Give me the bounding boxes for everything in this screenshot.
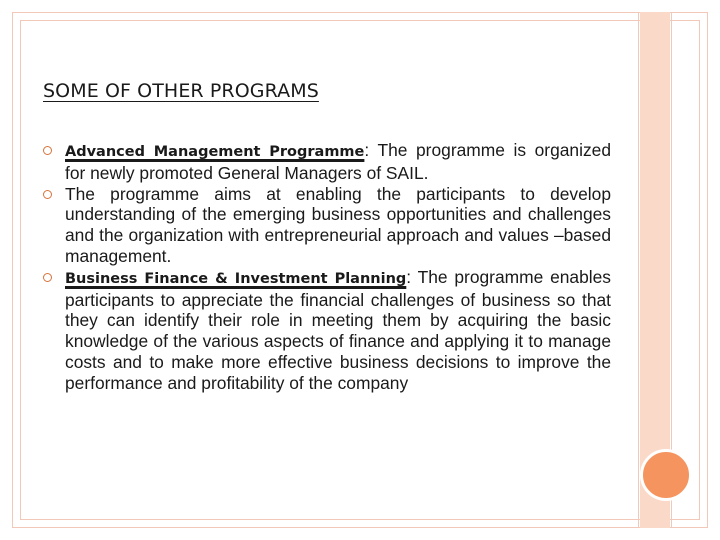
bullet-text: : The programme is organized for newly promoted General Managers of SAIL. xyxy=(65,140,612,183)
bullet-item-business-finance xyxy=(43,267,611,394)
hollow-circle-bullet-icon xyxy=(43,146,52,155)
bullet-list xyxy=(43,140,611,394)
hollow-circle-bullet-icon xyxy=(43,190,52,199)
program-name-advanced-management: Advanced Management Programme xyxy=(65,144,365,160)
bullet-text: The programme aims at enabling the participants to develop understanding of the emerging business opportunities and challenges and the organization with entrepreneurial approach and values –based management. xyxy=(65,183,611,266)
bullet-item-advanced-management xyxy=(43,140,611,184)
program-name-business-finance: Business Finance & Investment Planning xyxy=(65,270,407,287)
bullet-item-programme-aims xyxy=(43,184,611,267)
slide-title: SOME OF OTHER PROGRAMS xyxy=(43,80,319,102)
bullet-text: : The programme enables participants to appreciate the financial challenges of business so that they can identify their role in meeting them by acquiring the basic knowledge of the various aspects of finance and applying it to manage costs and to make more effective business decisions to improve the performance and profitability of the company xyxy=(65,266,612,393)
hollow-circle-bullet-icon xyxy=(43,273,52,282)
orange-circle-decoration-icon xyxy=(640,449,692,501)
